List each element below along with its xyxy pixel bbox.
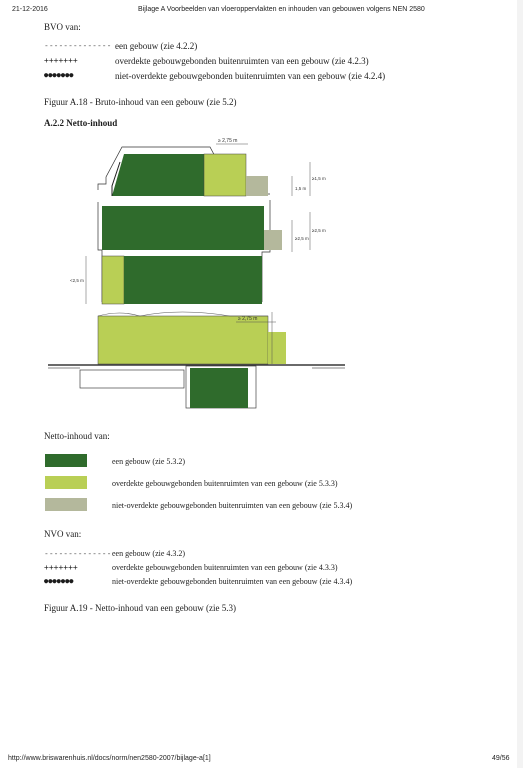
basement-volume <box>190 368 248 408</box>
top-floor <box>112 154 268 196</box>
dormer-volume <box>204 154 246 196</box>
bvo-row-covered <box>44 56 484 71</box>
height-label-d: ≥2,5 m <box>312 228 326 233</box>
nvo-legend <box>44 549 484 591</box>
dashed-line-symbol: -------------- <box>44 549 112 558</box>
legend-swatch-covered <box>45 476 87 489</box>
nvo-row-text: een gebouw (zie 4.3.2) <box>112 549 186 558</box>
balcony-volume <box>264 230 282 250</box>
footer-url[interactable]: http://www.briswarenhuis.nl/docs/norm/nen2580-2007/bijlage-a[1] <box>8 755 211 762</box>
nvo-row-uncovered <box>44 577 484 591</box>
figure-a19-caption: Figuur A.19 - Netto-inhoud van een gebouw (zie 5.3) <box>44 603 236 613</box>
plus-line-symbol: +++++++ <box>44 563 78 572</box>
bvo-row-text: overdekte gebouwgebonden buitenruimten van een gebouw (zie 4.2.3) <box>115 56 369 66</box>
nvo-row-building <box>44 549 484 563</box>
nvo-row-covered <box>44 563 484 577</box>
netto-heading: Netto-inhoud van: <box>44 431 110 441</box>
height-label-left: <2,5 m <box>70 278 84 283</box>
bvo-row-text: niet-overdekte gebouwgebonden buitenruimten van een gebouw (zie 4.2.4) <box>115 71 386 81</box>
porch-volume <box>268 332 286 364</box>
dashed-line-symbol: -------------- <box>44 41 112 50</box>
nvo-row-text: niet-overdekte gebouwgebonden buitenruimten van een gebouw (zie 4.3.4) <box>112 577 353 586</box>
legend-swatch-uncovered <box>45 498 87 511</box>
dot-line-symbol: ●●●●●●● <box>44 577 74 585</box>
attic-volume <box>112 154 204 196</box>
dot-line-symbol: ●●●●●●● <box>44 71 74 79</box>
top-width-label: ≥ 2,75 m <box>218 138 238 144</box>
floor-2-volume <box>102 206 264 250</box>
legend-text-covered: overdekte gebouwgebonden buitenruimten van een gebouw (zie 5.3.3) <box>112 479 338 488</box>
legend-text-building: een gebouw (zie 5.3.2) <box>112 457 186 466</box>
legend-swatch-building <box>45 454 87 467</box>
section-heading: A.2.2 Netto-inhoud <box>44 118 118 128</box>
nvo-heading: NVO van: <box>44 529 82 539</box>
covered-loggia-volume <box>102 256 124 304</box>
page-number: 49/56 <box>492 755 510 762</box>
bvo-row-building <box>44 41 484 56</box>
bvo-row-text: een gebouw (zie 4.2.2) <box>115 41 198 51</box>
ground-floor-covered-volume <box>98 316 268 364</box>
bvo-legend <box>44 41 484 86</box>
height-label-a: 1,5 m <box>295 186 307 191</box>
scan-edge <box>517 0 523 768</box>
crawl-space-outline <box>80 370 184 388</box>
netto-inhoud-drawing <box>40 132 360 414</box>
print-title: Bijlage A Voorbeelden van vloeroppervlakten en inhouden van gebouwen volgens NEN 2580 <box>138 6 425 13</box>
bvo-row-uncovered <box>44 71 484 86</box>
floor-1-volume <box>124 256 262 304</box>
nvo-row-text: overdekte gebouwgebonden buitenruimten van een gebouw (zie 4.3.3) <box>112 563 338 572</box>
print-date: 21-12-2016 <box>12 6 48 13</box>
mid-width-label: ≥ 2,75 m <box>238 316 258 322</box>
plus-line-symbol: +++++++ <box>44 56 78 65</box>
height-label-c: ≥2,5 m <box>295 236 309 241</box>
figure-a18-caption: Figuur A.18 - Bruto-inhoud van een gebouw (zie 5.2) <box>44 97 237 107</box>
legend-text-uncovered: niet-overdekte gebouwgebonden buitenruimten van een gebouw (zie 5.3.4) <box>112 501 353 510</box>
bvo-heading: BVO van: <box>44 22 81 32</box>
height-label-b: ≥1,5 m <box>312 176 326 181</box>
roof-terrace-volume <box>246 176 268 196</box>
